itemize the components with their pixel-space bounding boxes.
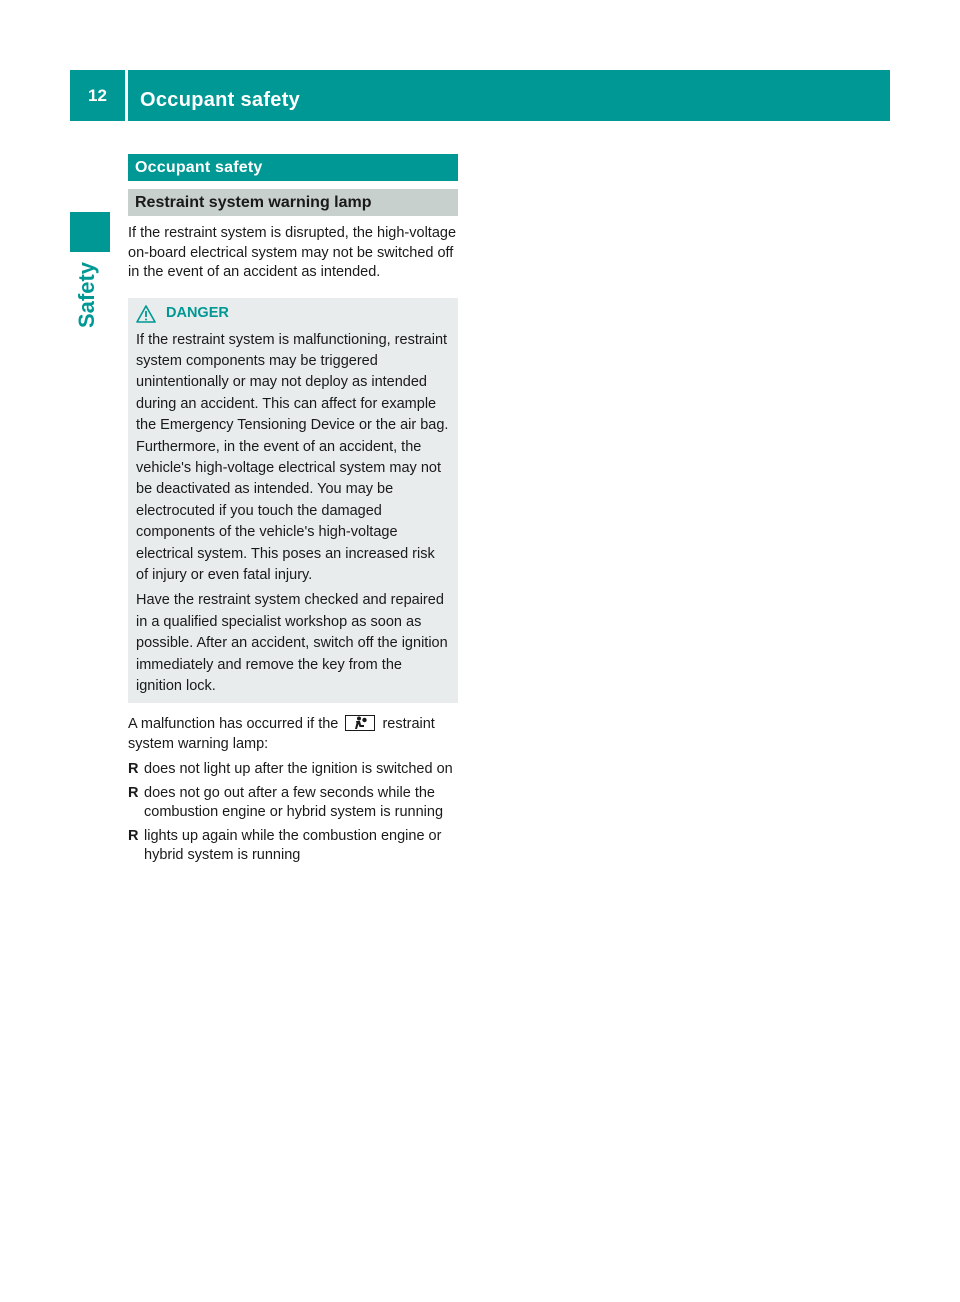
bullet-marker: R <box>128 784 139 801</box>
sub-heading: Restraint system warning lamp <box>128 189 458 216</box>
page-title: Occupant safety <box>140 89 301 111</box>
side-tab-label: Safety <box>74 261 99 329</box>
list-item-text: does not light up after the ignition is switched on <box>144 761 453 778</box>
bullet-marker: R <box>128 827 139 844</box>
side-tab-marker <box>70 212 110 252</box>
danger-notice <box>128 298 458 704</box>
content-column <box>128 154 458 870</box>
danger-label: DANGER <box>166 304 229 321</box>
restraint-system-lamp-icon <box>345 715 375 731</box>
list-item <box>128 827 458 866</box>
section-heading: Occupant safety <box>128 154 458 181</box>
conditions-list <box>128 760 458 866</box>
list-item-text: lights up again while the combustion engine or hybrid system is running <box>144 827 442 864</box>
malfunction-text-before: A malfunction has occurred if the <box>128 716 339 733</box>
header-divider <box>125 70 128 121</box>
bullet-marker: R <box>128 761 139 778</box>
malfunction-paragraph <box>128 715 458 754</box>
danger-paragraph-2: Have the restraint system checked and repaired in a qualified specialist workshop as soon as possible. After an accident, switch off the ignition immediately and remove the key from the ignition lock. <box>136 592 448 694</box>
danger-header <box>136 302 450 326</box>
page-number: 12 <box>88 86 107 105</box>
warning-triangle-icon <box>136 305 156 323</box>
list-item <box>128 760 458 780</box>
danger-paragraph-1: If the restraint system is malfunctioning, restraint system components may be triggered unintentionally or may not deploy as intended during an accident. This can affect for example the Emergency Tensioning Device or the air bag. Furthermore, in the event of an accident, the vehicle's high-voltage electrical system may not be deactivated as intended. You may be electrocuted if you touch the damaged components of the vehicle's high-voltage electrical system. This poses an increased risk of injury or even fatal injury. <box>136 331 449 583</box>
list-item <box>128 784 458 823</box>
list-item-text: does not go out after a few seconds while the combustion engine or hybrid system is running <box>144 784 444 821</box>
malfunction-text-after: restraint system warning lamp: <box>128 716 435 752</box>
intro-paragraph: If the restraint system is disrupted, the high-voltage on-board electrical system may not be switched off in the event of an accident as intended. <box>128 225 457 280</box>
